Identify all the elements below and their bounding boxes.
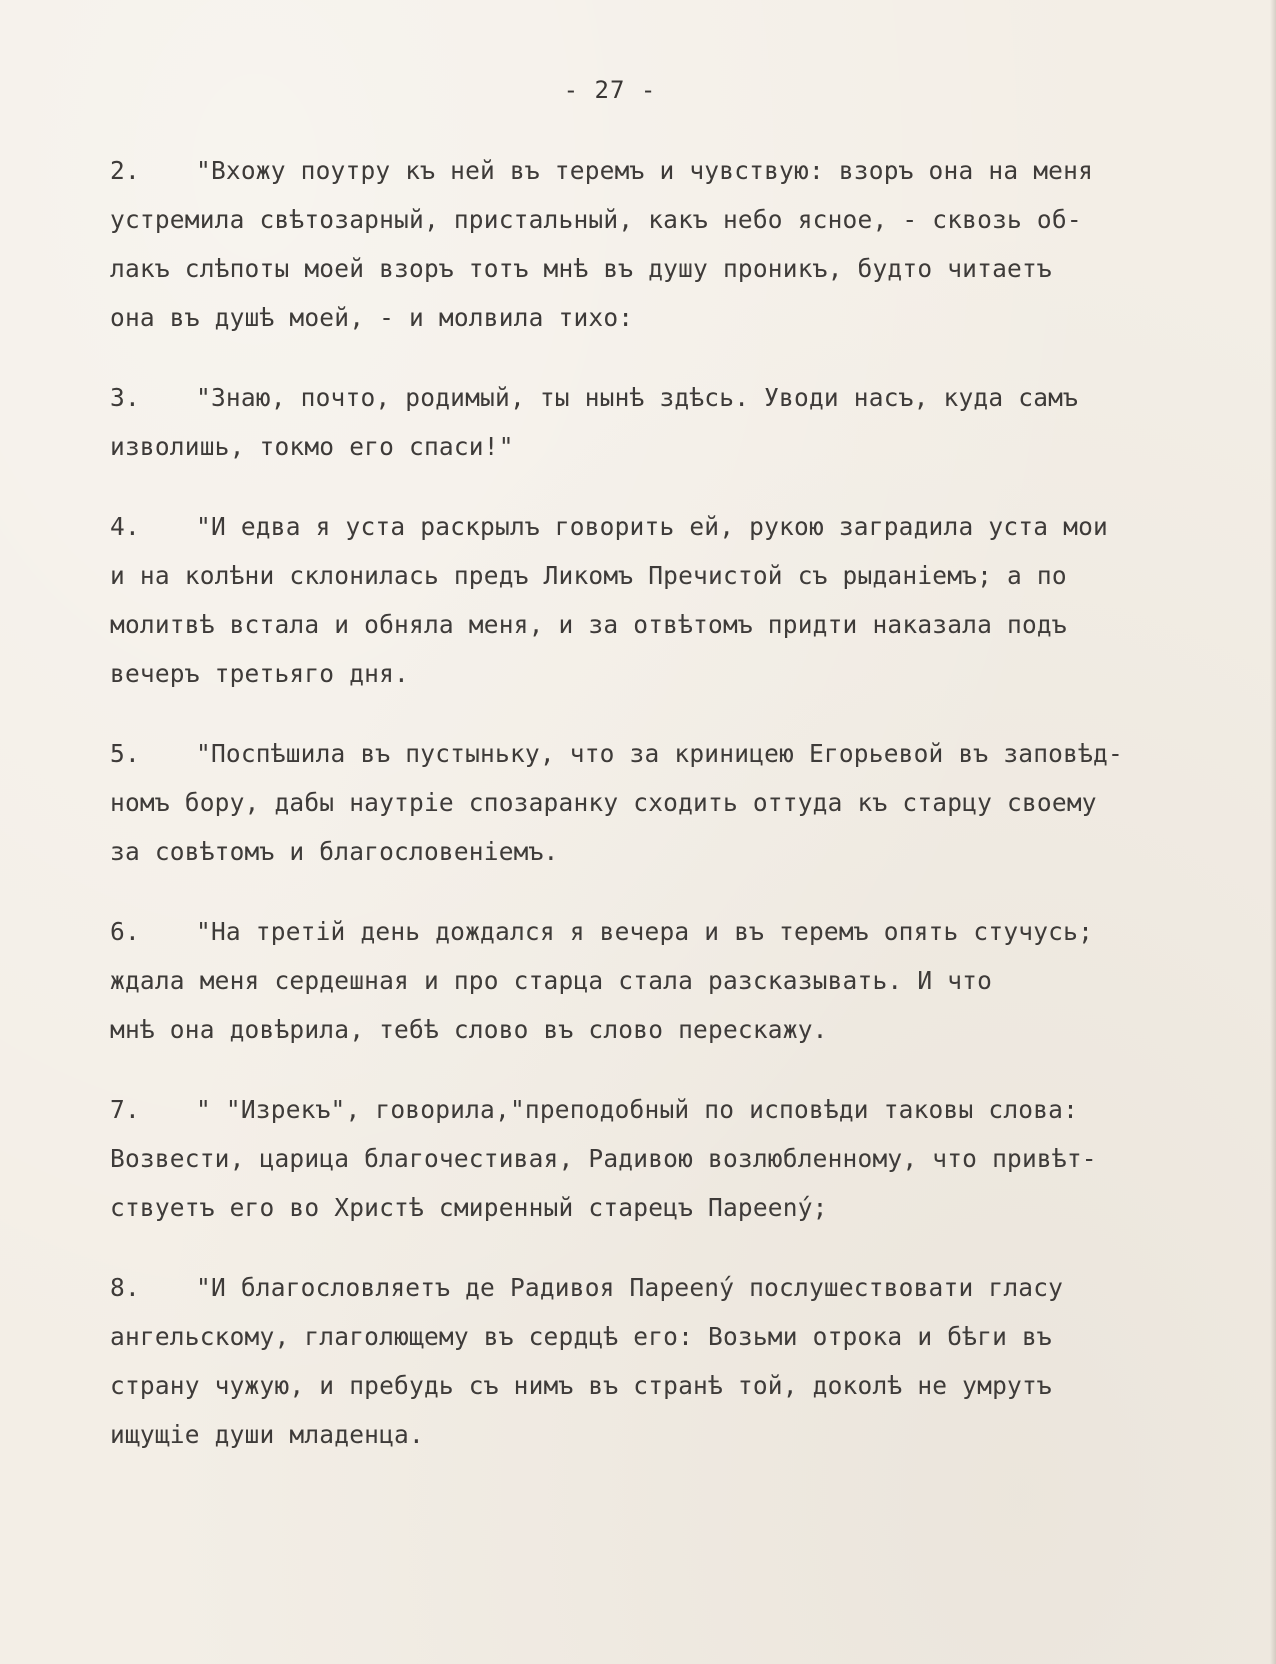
paragraph-line xyxy=(110,146,1230,195)
paragraph-line xyxy=(110,1263,1230,1312)
line-text: " "Изрекъ", говорила,"преподобный по исповѣди таковы слова: xyxy=(196,1095,1079,1124)
paragraph-6 xyxy=(110,907,1230,1054)
paragraph-4 xyxy=(110,502,1230,698)
paragraph-line: мнѣ она довѣрила, тебѣ слово въ слово перескажу. xyxy=(110,1015,828,1044)
paragraph-line: ангельскому, глаголющему въ сердцѣ его: Возьми отрока и бѣги въ xyxy=(110,1322,1052,1351)
paragraph-number: 5. xyxy=(110,739,140,768)
paragraph-line xyxy=(110,729,1230,778)
paragraph-line: изволишь, токмо его спаси!" xyxy=(110,432,514,461)
paragraph-line: и на колѣни склонилась предъ Ликомъ Пречистой съ рыданіемъ; а по xyxy=(110,561,1067,590)
paragraph-line: устремила свѣтозарный, пристальный, какъ небо ясное, - сквозь об- xyxy=(110,205,1082,234)
paragraph-number: 4. xyxy=(110,512,140,541)
paragraph-3 xyxy=(110,373,1230,471)
paragraph-line: вечеръ третьяго дня. xyxy=(110,659,410,688)
paragraph-line: номъ бору, дабы наутріе спозаранку сходить оттуда къ старцу своему xyxy=(110,788,1097,817)
paragraph-line: Возвести, царица благочестивая, Радивою возлюбленному, что привѣт- xyxy=(110,1144,1097,1173)
paragraph-number: 3. xyxy=(110,383,140,412)
paragraph-line: лакъ слѣпоты моей взоръ тотъ мнѣ въ душу проникъ, будто читаетъ xyxy=(110,254,1052,283)
page-edge-shadow xyxy=(1270,0,1276,1664)
page-number: - 27 - xyxy=(563,76,657,104)
paragraph-line: за совѣтомъ и благословеніемъ. xyxy=(110,837,559,866)
paragraph-2 xyxy=(110,146,1230,342)
paragraph-line: она въ душѣ моей, - и молвила тихо: xyxy=(110,303,634,332)
line-text: "На третій день дождался я вечера и въ теремъ опять стучусь; xyxy=(196,917,1094,946)
paragraph-number: 6. xyxy=(110,917,140,946)
paragraph-7 xyxy=(110,1085,1230,1232)
document-body xyxy=(110,146,1230,1490)
paragraph-line xyxy=(110,502,1230,551)
paragraph-line xyxy=(110,373,1230,422)
paragraph-line xyxy=(110,1085,1230,1134)
paragraph-number: 2. xyxy=(110,156,140,185)
paragraph-line: молитвѣ встала и обняла меня, и за отвѣтомъ придти наказала подъ xyxy=(110,610,1067,639)
paragraph-8 xyxy=(110,1263,1230,1459)
paragraph-line: ствуетъ его во Христѣ смиренный старецъ Пареený; xyxy=(110,1193,828,1222)
line-text: "И едва я уста раскрылъ говорить ей, рукою заградила уста мои xyxy=(196,512,1108,541)
line-text: "Знаю, почто, родимый, ты нынѣ здѣсь. Уводи насъ, куда самъ xyxy=(196,383,1079,412)
line-text: "Поспѣшила въ пустыньку, что за криницею Егорьевой въ заповѣд- xyxy=(196,739,1123,768)
paragraph-line xyxy=(110,907,1230,956)
paragraph-line: страну чужую, и пребудь съ нимъ въ странѣ той, доколѣ не умрутъ xyxy=(110,1371,1052,1400)
line-text: "И благословляетъ де Радивоя Пареený послушествовати гласу xyxy=(196,1273,1064,1302)
paragraph-number: 8. xyxy=(110,1273,140,1302)
line-text: "Вхожу поутру къ ней въ теремъ и чувствую: взоръ она на меня xyxy=(196,156,1094,185)
paragraph-line: ищущіе души младенца. xyxy=(110,1420,424,1449)
paragraph-number: 7. xyxy=(110,1095,140,1124)
paragraph-5 xyxy=(110,729,1230,876)
paragraph-line: ждала меня сердешная и про старца стала разсказывать. И что xyxy=(110,966,993,995)
